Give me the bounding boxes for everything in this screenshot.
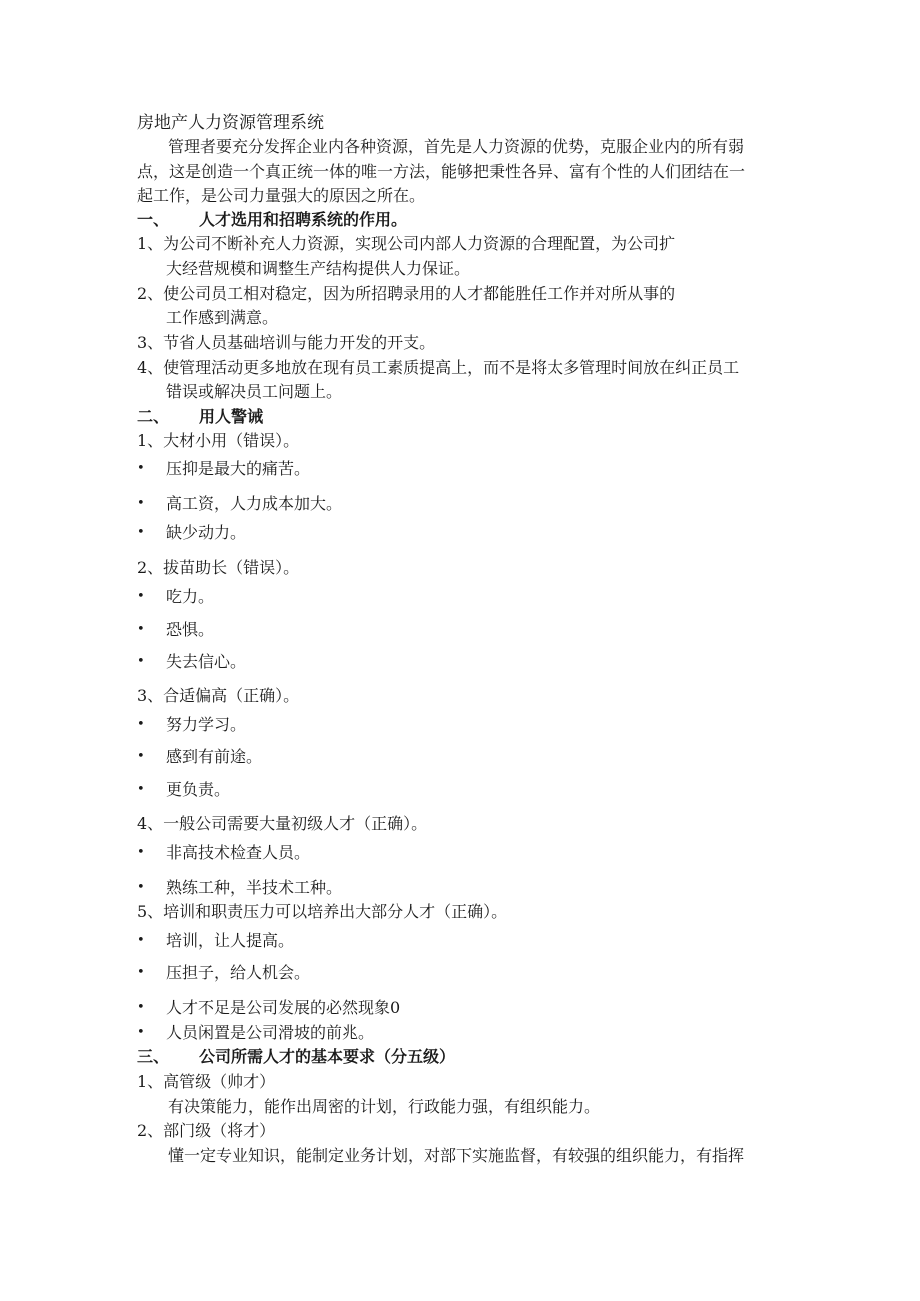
- s2-g5-bullet-2: 压担子，给人机会。: [166, 963, 311, 982]
- s3-level-1-desc: 有决策能力，能作出周密的计划，行政能力强，有组织能力。: [168, 1097, 601, 1116]
- s2-group-5-label: 5、培训和职责压力可以培养出大部分人才（正确）。: [137, 902, 508, 921]
- s2-g4-bullet-1: 非高技术检查人员。: [166, 843, 311, 862]
- s1-item-1-line-1: 1、为公司不断补充人力资源，实现公司内部人力资源的合理配置，为公司扩: [137, 234, 676, 253]
- s2-group-3-label: 3、合适偏高（正确）。: [137, 686, 300, 705]
- s2-g1-bullet-1: 压抑是最大的痛苦。: [166, 459, 311, 478]
- s2-g5-bullet-4: 人员闲置是公司滑坡的前兆。: [166, 1023, 375, 1042]
- document-title: 房地产人力资源管理系统: [137, 113, 324, 133]
- bullet-icon: •: [137, 933, 145, 948]
- bullet-icon: •: [137, 589, 145, 604]
- s2-g4-bullet-2: 熟练工种，半技术工种。: [166, 878, 343, 897]
- s2-group-4-label: 4、一般公司需要大量初级人才（正确）。: [137, 814, 428, 833]
- s1-item-2-line-2: 工作感到满意。: [166, 308, 279, 327]
- s2-g3-bullet-2: 感到有前途。: [166, 747, 263, 766]
- section-3-number: 三、: [137, 1047, 170, 1066]
- section-2-title: 用人警诫: [199, 407, 264, 426]
- s2-g5-bullet-3: 人才不足是公司发展的必然现象0: [166, 998, 401, 1017]
- section-1-heading: [137, 210, 407, 230]
- s2-g3-bullet-1: 努力学习。: [166, 715, 247, 734]
- section-1-number: 一、: [137, 210, 170, 229]
- s2-g5-bullet-1: 培训，让人提高。: [166, 931, 295, 950]
- bullet-icon: •: [137, 496, 145, 511]
- bullet-icon: •: [137, 1025, 145, 1040]
- s3-level-1-label: 1、高管级（帅才）: [137, 1072, 276, 1091]
- s2-group-2-label: 2、拔苗助长（错误）。: [137, 558, 300, 577]
- s1-item-4-line-2: 错误或解决员工问题上。: [166, 382, 343, 401]
- bullet-icon: •: [137, 880, 145, 895]
- s2-g2-bullet-1: 吃力。: [166, 587, 215, 606]
- bullet-icon: •: [137, 525, 145, 540]
- s2-g2-bullet-3: 失去信心。: [166, 652, 247, 671]
- bullet-icon: •: [137, 461, 145, 476]
- section-2-number: 二、: [137, 407, 170, 426]
- s1-item-1-line-2: 大经营规模和调整生产结构提供人力保证。: [166, 259, 471, 278]
- s2-group-1-label: 1、大材小用（错误）。: [137, 431, 300, 450]
- s2-g2-bullet-2: 恐惧。: [166, 620, 215, 639]
- s3-level-2-desc: 懂一定专业知识，能制定业务计划，对部下实施监督，有较强的组织能力，有指挥: [168, 1146, 745, 1165]
- intro-line-3: 起工作，是公司力量强大的原因之所在。: [137, 186, 426, 205]
- bullet-icon: •: [137, 845, 145, 860]
- bullet-icon: •: [137, 1000, 145, 1015]
- section-3-title: 公司所需人才的基本要求（分五级）: [199, 1047, 456, 1066]
- s2-g1-bullet-3: 缺少动力。: [166, 523, 247, 542]
- bullet-icon: •: [137, 622, 145, 637]
- bullet-icon: •: [137, 717, 145, 732]
- intro-line-1: 管理者要充分发挥企业内各种资源，首先是人力资源的优势，克服企业内的所有弱: [168, 137, 745, 156]
- s1-item-2-line-1: 2、使公司员工相对稳定，因为所招聘录用的人才都能胜任工作并对所从事的: [137, 284, 676, 303]
- section-2-heading: [137, 407, 263, 427]
- intro-line-2: 点，这是创造一个真正统一体的唯一方法，能够把秉性各异、富有个性的人们团结在一: [137, 162, 746, 181]
- s3-level-2-label: 2、部门级（将才）: [137, 1121, 276, 1140]
- s2-g3-bullet-3: 更负责。: [166, 780, 231, 799]
- bullet-icon: •: [137, 749, 145, 764]
- section-3-heading: [137, 1047, 455, 1067]
- bullet-icon: •: [137, 782, 145, 797]
- bullet-icon: •: [137, 965, 145, 980]
- s2-g1-bullet-2: 高工资，人力成本加大。: [166, 494, 343, 513]
- bullet-icon: •: [137, 654, 145, 669]
- s1-item-4-line-1: 4、使管理活动更多地放在现有员工素质提高上，而不是将太多管理时间放在纠正员工: [137, 358, 740, 377]
- section-1-title: 人才选用和招聘系统的作用。: [199, 210, 408, 229]
- s1-item-3: 3、节省人员基础培训与能力开发的开支。: [137, 333, 436, 352]
